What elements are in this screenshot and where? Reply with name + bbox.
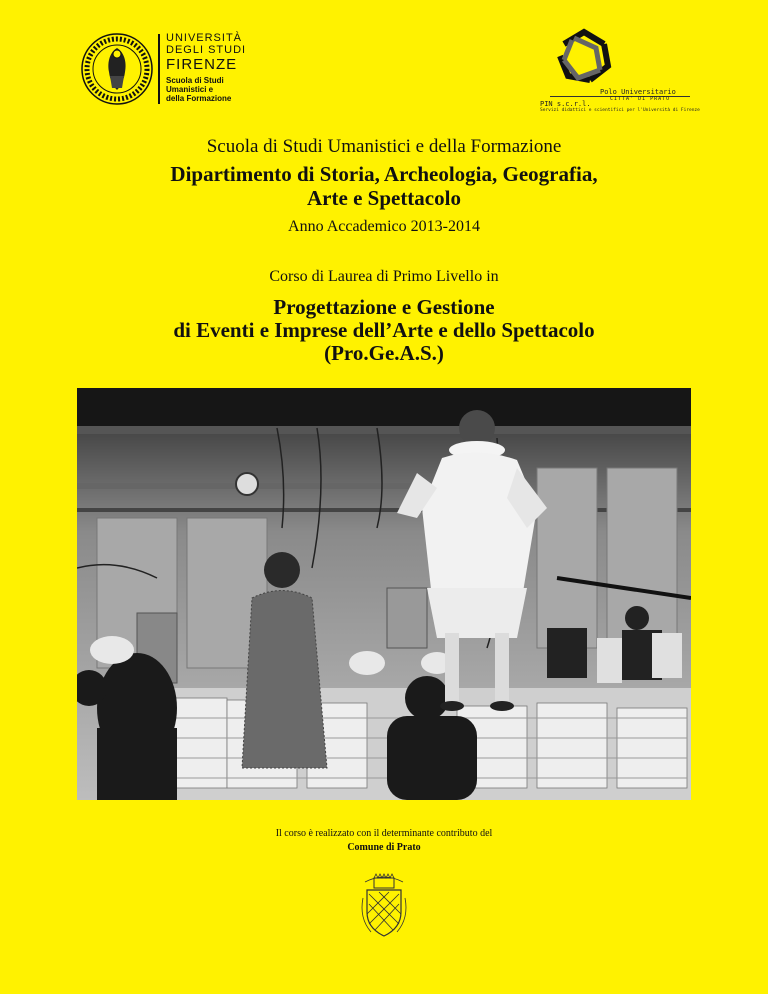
- course-intro: Corso di Laurea di Primo Livello in: [269, 268, 499, 285]
- unifi-sub2: Umanistici e: [166, 85, 214, 94]
- contribution-note: Il corso è realizzato con il determinante contributo del: [275, 828, 493, 839]
- course-title: [0, 296, 768, 365]
- university-seal-icon: [80, 32, 154, 106]
- logo-divider: [158, 34, 160, 104]
- unifi-wordmark: [166, 32, 246, 103]
- unifi-logo: [80, 32, 260, 112]
- unifi-line1: UNIVERSITÀ: [166, 32, 243, 44]
- department-line1: Dipartimento di Storia, Archeologia, Geografia,: [170, 162, 598, 186]
- course-title-line2: di Eventi e Imprese dell’Arte e dello Spettacolo: [173, 318, 595, 342]
- stage-photo: [77, 388, 691, 800]
- comune-di-prato-crest-icon: [357, 868, 411, 942]
- pin-servizi-text: Servizi didattici e scientifici per l'Università di Firenze: [540, 108, 700, 113]
- pin-name-text: PIN s.c.r.l.: [540, 100, 591, 108]
- unifi-sub1: Scuola di Studi: [166, 76, 224, 85]
- unifi-line3: FIRENZE: [166, 56, 238, 73]
- department-line2: Arte e Spettacolo: [307, 186, 461, 210]
- department-name: [0, 162, 768, 210]
- sponsor-name: Comune di Prato: [347, 842, 421, 853]
- theatre-scene-image: [77, 388, 691, 800]
- school-name: Scuola di Studi Umanistici e della Formazione: [206, 136, 562, 157]
- pin-polo-text: Polo Universitario: [600, 88, 676, 96]
- unifi-sub3: della Formazione: [166, 94, 232, 103]
- pin-star-icon: [554, 26, 614, 86]
- unifi-line2: DEGLI STUDI: [166, 44, 247, 56]
- pin-citta-text: CITTA' DI PRATO: [610, 96, 671, 102]
- pin-logo: [540, 26, 710, 113]
- academic-year: Anno Accademico 2013-2014: [288, 218, 480, 235]
- course-title-line1: Progettazione e Gestione: [273, 295, 495, 319]
- course-title-line3: (Pro.Ge.A.S.): [324, 341, 444, 365]
